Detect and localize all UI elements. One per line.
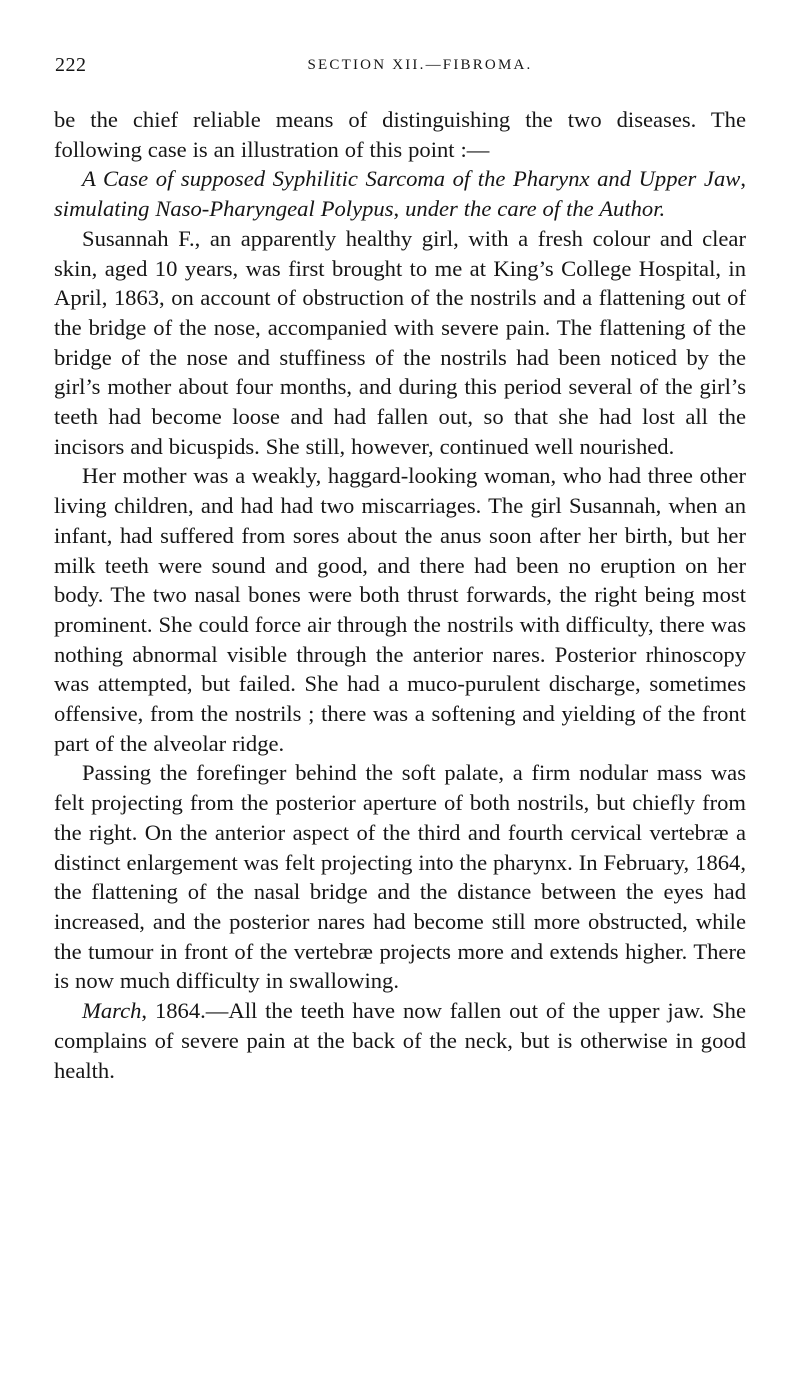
march-note-text: , 1864.—All the teeth have now fallen out of the upper jaw. She complains of severe pain at the back of the neck, but is otherwise in good health. xyxy=(54,998,746,1083)
case-title-separator: , xyxy=(740,166,746,192)
case-title-part-a: A Case of supposed Syphilitic Sarcoma of the Pharynx and Upper Jaw xyxy=(82,166,741,192)
running-head: SECTION XII.—FIBROMA. xyxy=(307,57,533,73)
case-title-part-c: under the care of the Author. xyxy=(405,196,666,222)
page-header xyxy=(55,54,745,78)
case-title-separator: , xyxy=(393,196,406,222)
date-label: March xyxy=(82,998,142,1024)
case-title-part-b: simulating Naso-Pharyngeal Polypus xyxy=(54,196,394,222)
page-number: 222 xyxy=(55,54,87,76)
paragraph-history: Susannah F., an apparently healthy girl, with a fresh colour and clear skin, aged 10 years, was first brought to me at King’s College Hospital, in April, 1863, on account of obstruction of the nostrils and a flattening out of the bridge of the nose, accompanied with severe pain. The flattening of the bridge of the nose and stuffiness of the nostrils had been noticed by the girl’s mother about four months, and during this period several of the girl’s teeth had become loose and had fallen out, so that she had lost all the incisors and bicuspids. She still, however, continued well nourished. xyxy=(54,225,746,459)
paragraph-intro: be the chief reliable means of distinguishing the two diseases. The following case is an illustration of this point :— xyxy=(54,107,746,162)
body-text xyxy=(54,105,746,1085)
case-title xyxy=(54,164,746,223)
paragraph-march-note xyxy=(54,996,746,1085)
paragraph-family: Her mother was a weakly, haggard-looking woman, who had three other living children, and had had two miscarriages. The girl Susannah, when an infant, had suffered from sores about the anus soon after her birth, but her milk teeth were sound and good, and there had been no eruption on her body. The two nasal bones were both thrust forwards, the right being most prominent. She could force air through the nostrils with difficulty, there was nothing abnormal visible through the anterior nares. Posterior rhinoscopy was attempted, but failed. She had a muco-purulent discharge, sometimes offensive, from the nostrils ; there was a softening and yielding of the front part of the alveolar ridge. xyxy=(54,463,746,756)
paragraph-examination: Passing the forefinger behind the soft palate, a firm nodular mass was felt projecting from the posterior aperture of both nostrils, but chiefly from the right. On the anterior aspect of the third and fourth cervical vertebræ a distinct enlargement was felt projecting into the pharynx. In February, 1864, the flattening of the nasal bridge and the distance between the eyes had increased, and the posterior nares had become still more obstructed, while the tumour in front of the vertebræ projects more and extends higher. There is now much difficulty in swallowing. xyxy=(54,760,746,994)
